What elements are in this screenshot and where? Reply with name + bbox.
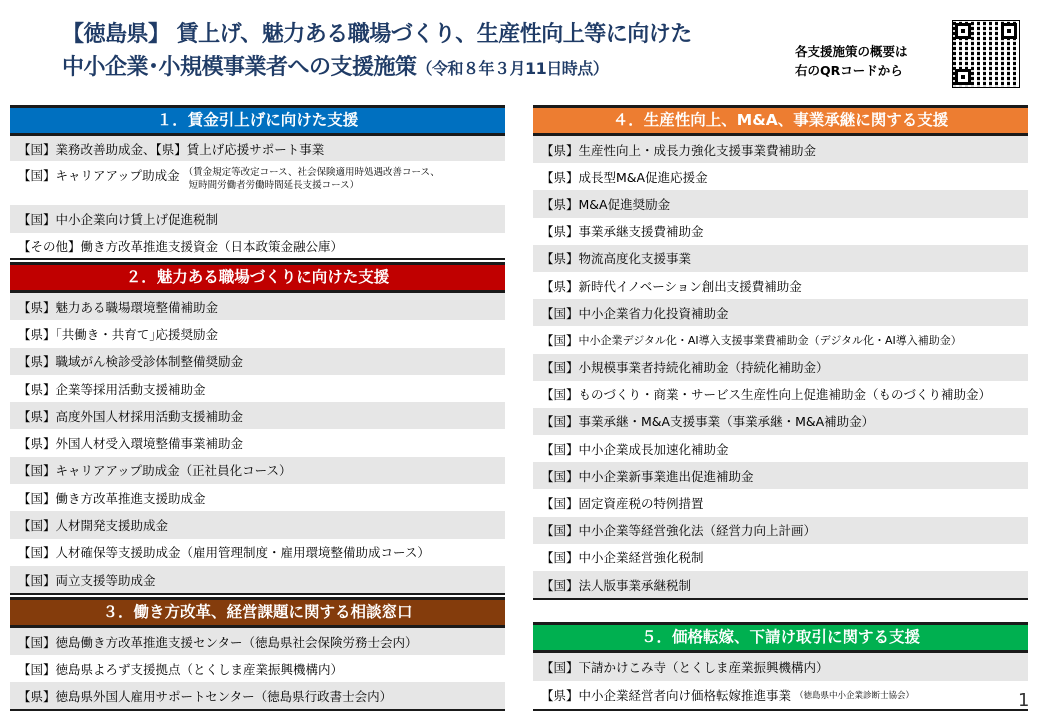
item-label: 【その他】働き方改革推進支援資金（日本政策金融公庫） [18,238,344,254]
qr-note-line-1: 各支援施策の概要は [795,44,908,59]
item-label: 【国】中小企業向け賃上げ促進税制 [18,212,219,227]
list-item[interactable] [533,517,1028,544]
section-3 [10,597,505,711]
list-item[interactable] [10,161,505,205]
section-list [10,628,505,711]
list-item[interactable] [10,484,505,511]
list-item[interactable] [10,320,505,347]
item-label: 【国】下請かけこみ寺（とくしま産業振興機構内） [541,660,829,676]
item-label: 【国】小規模事業者持続化補助金（持続化補助金） [541,360,829,376]
list-item[interactable] [533,272,1028,299]
section-heading: ２．魅力ある職場づくりに向けた支援 [10,262,505,293]
section-heading: １．賃金引上げに向けた支援 [10,105,505,136]
list-item[interactable] [533,544,1028,571]
list-item[interactable] [10,429,505,456]
item-label: 【国】ものづくり・商業・サービス生産性向上促進補助金（ものづくり補助金） [541,387,992,403]
list-item[interactable] [10,205,505,233]
list-item[interactable] [533,218,1028,245]
list-item[interactable] [10,628,505,655]
item-label: 【県】高度外国人材採用活動支援補助金 [18,408,244,424]
item-label: 【県】職域がん検診受診体制整備奨励金 [18,354,244,370]
section-heading: ４．生産性向上、M&A、事業承継に関する支援 [533,105,1028,136]
list-item[interactable] [10,348,505,375]
list-item[interactable] [10,233,505,258]
item-label: 【国】徳島働き方改革推進支援センター（徳島県社会保険労務士会内） [18,634,418,650]
item-note: （徳島県中小企業診断士協会） [795,691,915,702]
list-item[interactable] [533,354,1028,381]
section-heading: ５．価格転嫁、下請け取引に関する支援 [533,622,1028,653]
item-label: 【国】中小企業等経営強化法（経営力向上計画） [541,523,817,539]
item-label: 【県】新時代イノベーション創出支援費補助金 [541,278,802,294]
section-heading: ３．働き方改革、経営課題に関する相談窓口 [10,597,505,628]
item-label: 【県】｢共働き・共育て｣応援奨励金 [18,326,219,342]
item-label: 【県】中小企業経営者向け価格転嫁推進事業 [541,688,792,704]
item-label: 【国】人材開発支援助成金 [18,518,169,534]
section-4 [533,105,1028,600]
item-label: 【県】物流高度化支援事業 [541,251,692,267]
qr-note-line-2: 右のQRコードから [795,63,903,78]
title-line-1: 【徳島県】 賃上げ、魅力ある職場づくり、生産性向上等に向けた [62,22,692,47]
page-title [62,18,692,85]
title-line-2: 中小企業･小規模事業者への支援施策 [62,55,417,80]
item-label: 【県】生産性向上・成長力強化支援事業費補助金 [541,142,817,158]
item-label: 【国】 [541,332,579,348]
list-item[interactable] [10,375,505,402]
item-note-line-1: （賃金規定等改定コース、社会保険適用時処遇改善コース、 [183,167,440,178]
item-label: 【国】業務改善助成金、【県】賃上げ応援サポート事業 [18,141,325,157]
item-label: 【国】働き方改革推進支援助成金 [18,490,206,506]
section-list [533,136,1028,600]
section-1 [10,105,505,260]
list-item[interactable] [533,190,1028,217]
as-of-date: （令和８年３月11日時点） [416,59,609,78]
list-item[interactable] [533,571,1028,598]
list-item[interactable] [10,457,505,484]
item-label: 【県】成長型M&A促進応援金 [541,169,708,185]
list-item[interactable] [10,682,505,709]
item-note-line-2: 短時間労働者労働時間延長支援コース） [188,180,360,191]
item-label: 【国】固定資産税の特例措置 [541,496,704,512]
list-item[interactable] [10,511,505,538]
list-item[interactable] [10,655,505,682]
item-label: 【県】事業承継支援費補助金 [541,224,704,240]
item-label: 【国】キャリアアップ助成金 [18,168,180,183]
item-label: 【県】M&A促進奨励金 [541,196,671,212]
list-item[interactable] [10,566,505,593]
item-label: 【国】中小企業省力化投資補助金 [541,305,729,321]
page-number: 1 [1018,690,1030,711]
list-item[interactable] [10,293,505,320]
section-list [533,653,1028,711]
item-label: 【県】徳島県外国人雇用サポートセンター（徳島県行政書士会内） [18,688,393,704]
qr-code-icon[interactable] [952,20,1020,88]
list-item[interactable] [533,245,1028,272]
item-label: 【県】魅力ある職場環境整備補助金 [18,299,219,315]
item-label: 【国】法人版事業承継税制 [541,577,692,593]
list-item[interactable] [533,462,1028,489]
section-2 [10,262,505,595]
item-label: 【県】外国人材受入環境整備事業補助金 [18,436,244,452]
list-item[interactable] [533,299,1028,326]
item-label: 【県】企業等採用活動支援補助金 [18,381,206,397]
list-item[interactable] [533,408,1028,435]
item-note: 中小企業デジタル化・AI導入支援事業費補助金（デジタル化・AI導入補助金） [578,333,962,347]
list-item[interactable] [10,402,505,429]
list-item[interactable] [533,653,1028,681]
section-list [10,293,505,595]
section-list [10,136,505,260]
list-item[interactable] [10,136,505,161]
item-label: 【国】徳島県よろず支援拠点（とくしま産業振興機構内） [18,661,344,677]
item-label: 【国】事業承継・M&A支援事業（事業承継・M&A補助金） [541,414,875,430]
section-5 [533,622,1028,711]
item-label: 【国】中小企業成長加速化補助金 [541,441,729,457]
left-column [10,103,505,711]
item-label: 【国】両立支援等助成金 [18,572,156,588]
list-item[interactable] [533,136,1028,163]
item-label: 【国】中小企業経営強化税制 [541,550,704,566]
list-item[interactable] [533,435,1028,462]
list-item[interactable] [533,681,1028,709]
item-note [184,166,440,192]
list-item[interactable] [10,539,505,566]
item-label: 【国】キャリアアップ助成金（正社員化コース） [18,463,292,479]
list-item[interactable] [533,381,1028,408]
qr-note [795,42,908,80]
right-column [533,103,1028,711]
list-item[interactable] [533,163,1028,190]
list-item[interactable] [533,326,1028,353]
item-label: 【国】中小企業新事業進出促進補助金 [541,468,754,484]
item-label: 【国】人材確保等支援助成金（雇用管理制度・雇用環境整備助成コース） [18,545,430,561]
list-item[interactable] [533,489,1028,516]
